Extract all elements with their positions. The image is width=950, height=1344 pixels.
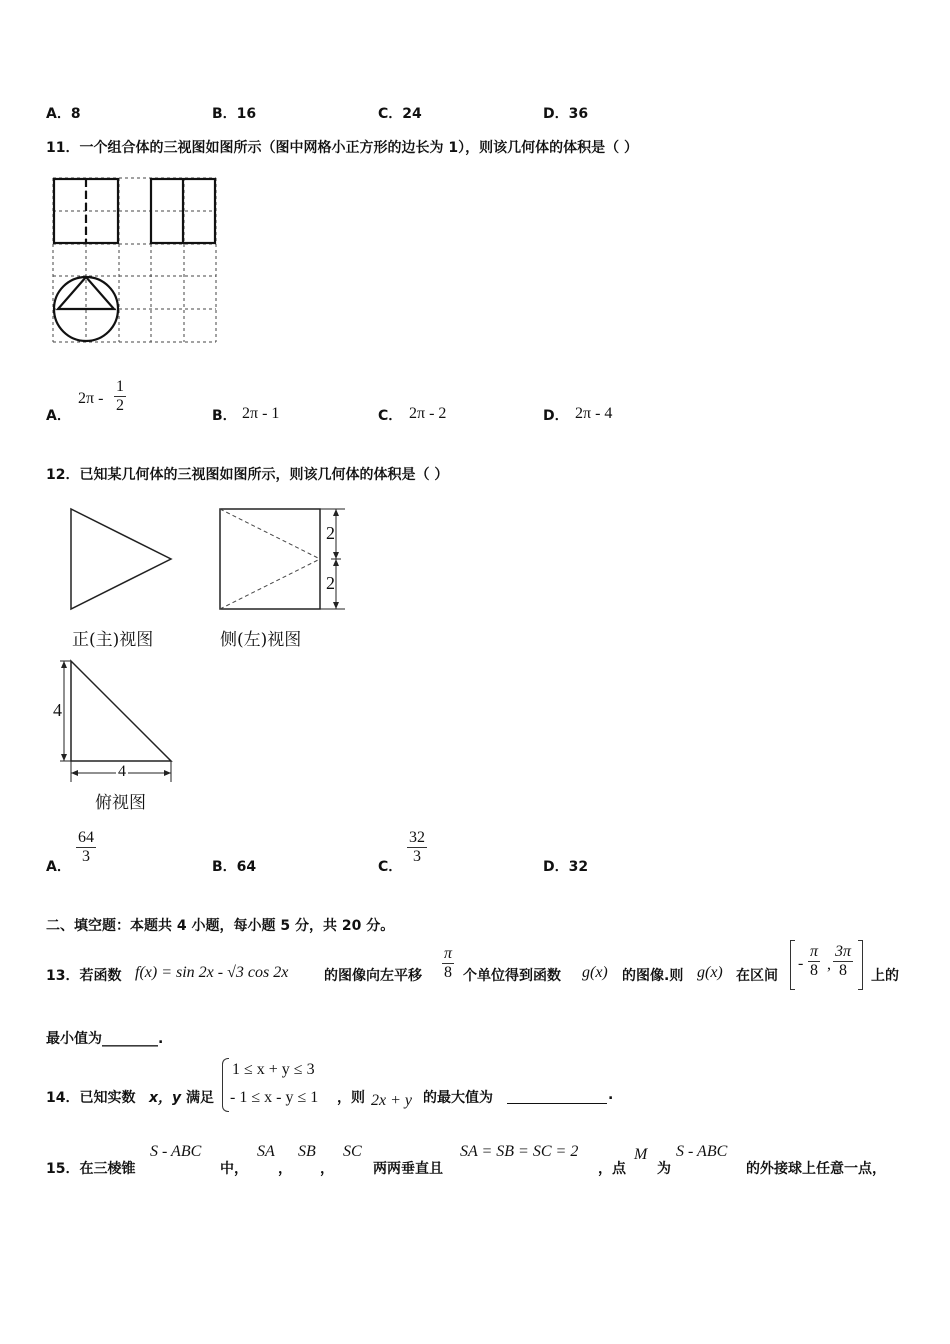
q15-sa: SA <box>257 1143 275 1160</box>
q11-option-b-label: B． <box>212 408 237 424</box>
q13-int-right-den: 8 <box>839 962 847 979</box>
q13-answer-line: 最小值为________. <box>46 1031 164 1047</box>
q13-int-left-sign: - <box>798 955 804 972</box>
q12-option-c-label: C． <box>378 859 403 875</box>
q13-text-interval: 在区间 <box>736 968 778 984</box>
q15-text-perp: 两两垂直且 <box>373 1161 443 1177</box>
q13-right-bracket <box>858 940 863 990</box>
q13-text-image: 的图像.则 <box>622 968 684 984</box>
q13-shift-den: 8 <box>444 964 452 981</box>
q11-option-c-label: C． <box>378 408 403 424</box>
q11-a-num: 1 <box>116 378 124 395</box>
q14-answer-blank <box>507 1087 607 1108</box>
q10-option-d: D．36 <box>543 106 589 122</box>
q13-int-left-num: π <box>810 943 819 960</box>
q11-option-d-label: D． <box>543 408 569 424</box>
q15-comma-1: ， <box>278 1161 292 1177</box>
q12-option-a-frac <box>76 829 96 866</box>
q11-option-c-expr: 2π - 2 <box>409 405 447 422</box>
q10-option-c: C．24 <box>378 106 422 122</box>
q13-function: f(x) = sin 2x - √3 cos 2x <box>135 964 289 981</box>
q12-a-num: 64 <box>78 829 94 846</box>
q12-dim-2-top: 2 <box>326 523 335 543</box>
q12-side-caption: 侧(左)视图 <box>220 630 302 650</box>
q15-text-is: 为 <box>657 1161 671 1177</box>
q12-front-caption: 正(主)视图 <box>72 630 154 650</box>
q14-ineq-1: 1 ≤ x + y ≤ 3 <box>232 1061 315 1078</box>
q13-int-right-frac <box>833 943 853 980</box>
q15-text-point: ，点 <box>598 1161 626 1177</box>
q13-text-get: 个单位得到函数 <box>463 968 561 984</box>
q12-dim-4-horizontal: 4 <box>118 763 126 780</box>
q13-suffix: 上的 <box>871 968 899 984</box>
q13-shift-num: π <box>444 945 453 962</box>
q11-option-b-expr: 2π - 1 <box>242 405 280 422</box>
q11-stem: 11．一个组合体的三视图如图所示（图中网格小正方形的边长为 1），则该几何体的体积是（ ） <box>46 140 638 156</box>
q15-pyramid-2: S - ABC <box>676 1143 728 1160</box>
q14-target-expr: 2x + y <box>371 1092 412 1109</box>
q13-prefix: 13．若函数 <box>46 968 122 984</box>
q15-suffix: 的外接球上任意一点， <box>746 1161 886 1177</box>
q12-a-den: 3 <box>82 848 90 865</box>
q11-option-d-expr: 2π - 4 <box>575 405 613 422</box>
q12-option-c-frac <box>407 829 427 866</box>
q13-int-left-den: 8 <box>810 962 818 979</box>
q12-c-den: 3 <box>413 848 421 865</box>
q14-suffix: 的最大值为 <box>423 1090 493 1106</box>
q11-option-a-label: A． <box>46 408 71 424</box>
q14-vars: x，y <box>149 1090 182 1106</box>
q14-brace <box>222 1058 229 1112</box>
q11-option-a-whole: 2π - <box>78 390 104 407</box>
q14-end: . <box>608 1087 614 1103</box>
q15-pyramid: S - ABC <box>150 1143 202 1160</box>
q14-ineq-2: - 1 ≤ x - y ≤ 1 <box>230 1089 319 1106</box>
q10-option-b: B．16 <box>212 106 257 122</box>
q12-option-d: D．32 <box>543 859 589 875</box>
q14-text-satisfy: 满足 <box>186 1090 214 1106</box>
q12-option-a-label: A． <box>46 859 71 875</box>
q14-text-then: ，则 <box>337 1090 365 1106</box>
q12-dim-2-bottom: 2 <box>326 573 335 593</box>
q15-comma-2: ， <box>320 1161 334 1177</box>
q12-c-num: 32 <box>409 829 425 846</box>
q11-three-view-figure <box>50 175 222 347</box>
q15-text-in: 中， <box>220 1161 248 1177</box>
q12-three-view-figure <box>60 500 360 820</box>
q13-left-bracket <box>790 940 795 990</box>
q15-equality: SA = SB = SC = 2 <box>460 1143 579 1160</box>
q13-g: g(x) <box>582 964 608 981</box>
q12-dim-4-vertical: 4 <box>53 700 62 720</box>
q12-option-b: B．64 <box>212 859 257 875</box>
q12-top-caption: 俯视图 <box>95 793 146 813</box>
q15-prefix: 15．在三棱锥 <box>46 1161 136 1177</box>
q10-option-a: A．8 <box>46 106 81 122</box>
q13-int-comma: , <box>827 956 831 973</box>
q13-text-shift: 的图像向左平移 <box>324 968 422 984</box>
q13-int-left-frac <box>808 943 820 980</box>
q13-shift-frac <box>442 945 454 982</box>
q15-sc: SC <box>343 1143 362 1160</box>
q13-int-right-num: 3π <box>835 943 852 960</box>
q12-stem: 12．已知某几何体的三视图如图所示，则该几何体的体积是（ ） <box>46 467 449 483</box>
q15-m: M <box>634 1146 648 1163</box>
section2-heading: 二、填空题：本题共 4 小题，每小题 5 分，共 20 分。 <box>46 918 395 934</box>
q13-g-second: g(x) <box>697 964 723 981</box>
q11-a-den: 2 <box>116 397 124 414</box>
q14-prefix: 14．已知实数 <box>46 1090 136 1106</box>
q11-option-a-frac <box>114 378 126 415</box>
q15-sb: SB <box>298 1143 316 1160</box>
